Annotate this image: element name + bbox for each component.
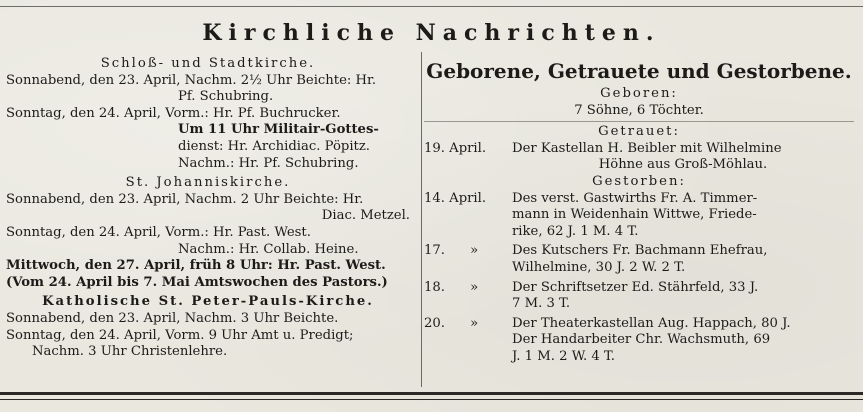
bottom-rule-thin <box>0 399 863 400</box>
marriage-entry <box>424 141 854 174</box>
divider-rule <box>424 121 854 122</box>
heading-geboren: Geboren: <box>600 86 678 101</box>
entry-line: Der Schriftsetzer Ed. Stährfeld, 33 J. <box>512 279 759 295</box>
entry-line: mann in Weidenhain Wittwe, Friede- <box>512 207 757 223</box>
johannis-line: (Vom 24. April bis 7. Mai Amtswochen des Pastors.) <box>6 274 388 290</box>
entry-date: 20. <box>424 315 445 331</box>
schloss-line: Sonntag, den 24. April, Vorm.: Hr. Pf. Buchrucker. <box>6 105 341 121</box>
johannis-line: Nachm.: Hr. Collab. Heine. <box>178 241 359 257</box>
schloss-line: Pf. Schubring. <box>178 89 274 105</box>
right-column <box>424 56 854 366</box>
bottom-rule-thick <box>0 392 863 395</box>
top-border-rule <box>0 0 863 7</box>
entry-line: Der Theaterkastellan Aug. Happach, 80 J. <box>512 315 791 331</box>
entry-date: 17. <box>424 243 445 259</box>
entry-date: 18. <box>424 279 445 295</box>
katholische-line: Sonntag, den 24. April, Vorm. 9 Uhr Amt u. Predigt; <box>6 327 354 343</box>
schloss-line: dienst: Hr. Archidiac. Pöpitz. <box>178 138 370 154</box>
entry-line: Der Kastellan H. Beibler mit Wilhelmine <box>512 140 782 156</box>
heading-getrauet: Getrauet: <box>598 124 680 140</box>
johannis-line: Sonntag, den 24. April, Vorm.: Hr. Past. West. <box>6 224 311 240</box>
ditto-mark: » <box>470 279 479 295</box>
entry-line: 7 M. 3 T. <box>512 296 571 312</box>
ditto-mark: » <box>470 315 479 331</box>
geboren-text: 7 Söhne, 6 Töchter. <box>574 102 704 118</box>
entry-line: Höhne aus Groß-Möhlau. <box>598 157 768 173</box>
column-divider <box>421 52 422 387</box>
entry-line: Der Handarbeiter Chr. Wachsmuth, 69 <box>512 332 771 348</box>
johannis-line: Mittwoch, den 27. April, früh 8 Uhr: Hr. Past. West. <box>6 258 386 274</box>
entry-line: Des verst. Gastwirths Fr. A. Timmer- <box>512 190 758 206</box>
ditto-mark: » <box>470 243 479 259</box>
heading-civil-register: Geborene, Getrauete und Gestorbene. <box>426 59 852 83</box>
entry-date: 14. April. <box>424 190 487 206</box>
heading-katholische-kirche: Katholische St. Peter-Pauls-Kirche. <box>42 294 374 310</box>
johannis-line: Sonnabend, den 23. April, Nachm. 2 Uhr Beichte: Hr. <box>6 191 364 207</box>
death-entry <box>424 280 854 313</box>
heading-schlosskirche: Schloß- und Stadtkirche. <box>100 56 316 71</box>
left-column <box>6 56 410 361</box>
entry-date: 19. April. <box>424 140 487 156</box>
entry-line: Des Kutschers Fr. Bachmann Ehefrau, <box>512 243 768 259</box>
schloss-line: Nachm.: Hr. Pf. Schubring. <box>178 155 359 171</box>
entry-line: rike, 62 J. 1 M. 4 T. <box>512 223 639 239</box>
entry-line: J. 1 M. 2 W. 4 T. <box>512 348 615 364</box>
schloss-line: Um 11 Uhr Militair-Gottes- <box>178 122 379 138</box>
death-entry <box>424 316 854 366</box>
katholische-line: Sonnabend, den 23. April, Nachm. 3 Uhr Beichte. <box>6 310 339 326</box>
section-title: Kirchliche Nachrichten. <box>202 20 661 46</box>
katholische-line: Nachm. 3 Uhr Christenlehre. <box>32 344 228 360</box>
heading-johanniskirche: St. Johanniskirche. <box>125 175 291 191</box>
death-entry <box>424 243 854 276</box>
entry-line: Wilhelmine, 30 J. 2 W. 2 T. <box>512 259 686 275</box>
death-entry <box>424 191 854 241</box>
johannis-line: Diac. Metzel. <box>321 208 410 224</box>
schloss-line: Sonnabend, den 23. April, Nachm. 2½ Uhr Beichte: Hr. <box>6 72 377 88</box>
heading-gestorben: Gestorben: <box>592 173 686 189</box>
